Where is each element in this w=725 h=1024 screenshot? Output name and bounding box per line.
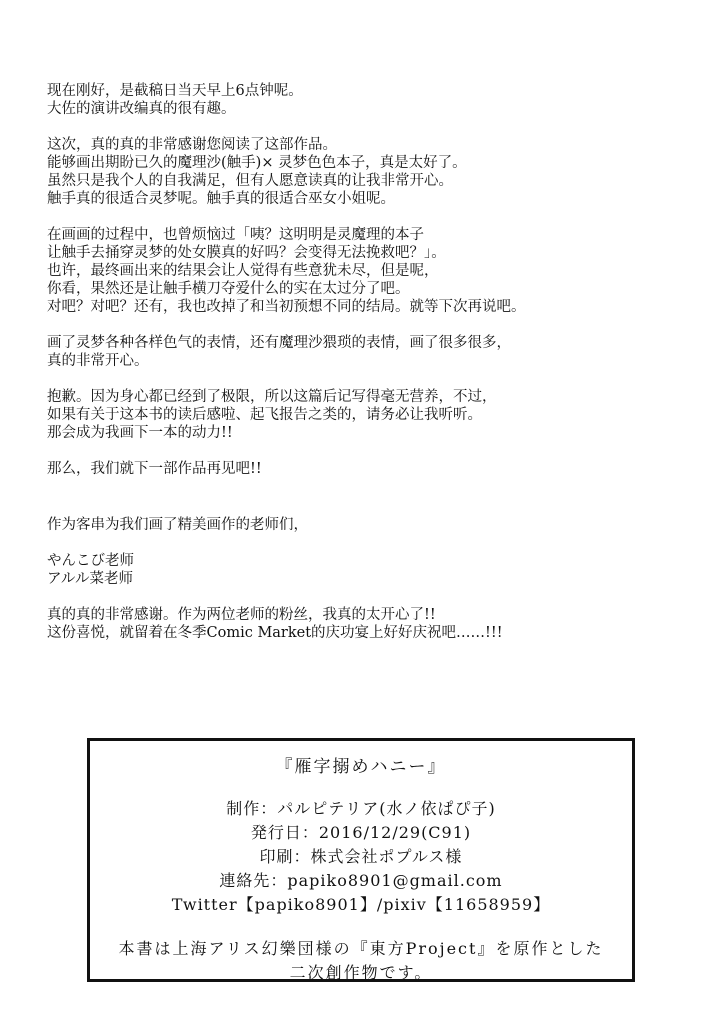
- text-line: 画了灵梦各种各样色气的表情，还有魔理沙猥琐的表情，画了很多很多，: [47, 335, 511, 351]
- colophon-box: [87, 738, 635, 982]
- text-line: 也许，最终画出来的结果会让人觉得有些意犹未尽，但是呢，: [47, 263, 439, 279]
- text-line: 真的真的非常感谢。作为两位老师的粉丝，我真的太开心了!!: [47, 607, 436, 623]
- credit-circle: 制作：パルピテリア(水ノ依ぱぴ子): [226, 799, 496, 818]
- text-line: 对吧？对吧？还有，我也改掉了和当初预想不同的结局。就等下次再说吧。: [47, 299, 526, 315]
- text-line: 能够画出期盼已久的魔理沙(触手)× 灵梦色色本子，真是太好了。: [47, 155, 467, 171]
- text-line: 这份喜悦，就留着在冬季Comic Market的庆功宴上好好庆祝吧……!!!: [47, 625, 503, 641]
- afterword-text: [47, 82, 687, 642]
- paragraph-thanks: [47, 136, 687, 208]
- text-line: 现在刚好，是截稿日当天早上6点钟呢。: [47, 83, 303, 99]
- paragraph-process: [47, 226, 687, 316]
- text-line: 让触手去捅穿灵梦的处女膜真的好吗？会变得无法挽救吧？」。: [47, 245, 446, 261]
- paragraph-expressions: [47, 334, 687, 370]
- text-line: 那么，我们就下一部作品再见吧!!: [47, 461, 262, 477]
- text-line: 虽然只是我个人的自我满足，但有人愿意读真的让我非常开心。: [47, 173, 453, 189]
- credit-release-date: 発行日：2016/12/29(C91): [250, 823, 472, 842]
- paragraph-guests-intro: [47, 516, 687, 534]
- text-line: やんこび老师: [47, 553, 134, 569]
- publication-credits: [90, 797, 632, 917]
- text-line: 大佐的演讲改编真的很有趣。: [47, 101, 236, 117]
- notice-line: 本書は上海アリス幻樂団様の『東方Project』を原作とした: [118, 939, 604, 958]
- credit-social: Twitter【papiko8901】/pixiv【11658959】: [171, 895, 551, 914]
- credit-printer: 印刷：株式会社ポプルス様: [259, 847, 463, 866]
- text-line: 真的非常开心。: [47, 353, 149, 369]
- text-line: 那会成为我画下一本的动力!!: [47, 425, 233, 441]
- book-title: 『雁字搦めハニー』: [275, 757, 447, 777]
- credit-contact: 連絡先：papiko8901@gmail.com: [219, 871, 503, 890]
- text-line: アルル菜老师: [47, 571, 134, 587]
- notice-line: 二次創作物です。: [289, 963, 433, 982]
- text-line: 抱歉。因为身心都已经到了极限，所以这篇后记写得毫无营养，不过，: [47, 389, 497, 405]
- text-line: 作为客串为我们画了精美画作的老师们，: [47, 517, 308, 533]
- paragraph-farewell: [47, 460, 687, 478]
- text-line: 如果有关于这本书的读后感啦、起飞报告之类的，请务必让我听听。: [47, 407, 482, 423]
- derivative-notice: [90, 937, 632, 985]
- text-line: 你看，果然还是让触手横刀夺爱什么的实在太过分了吧。: [47, 281, 410, 297]
- text-line: 在画画的过程中，也曾烦恼过「咦？这明明是灵魔理的本子: [47, 227, 424, 243]
- text-line: 触手真的很适合灵梦呢。触手真的很适合巫女小姐呢。: [47, 191, 395, 207]
- text-line: 这次，真的真的非常感谢您阅读了这部作品。: [47, 137, 337, 153]
- paragraph-closing: [47, 606, 687, 642]
- paragraph-apology: [47, 388, 687, 442]
- paragraph-deadline: [47, 82, 687, 118]
- paragraph-guest-names: [47, 552, 687, 588]
